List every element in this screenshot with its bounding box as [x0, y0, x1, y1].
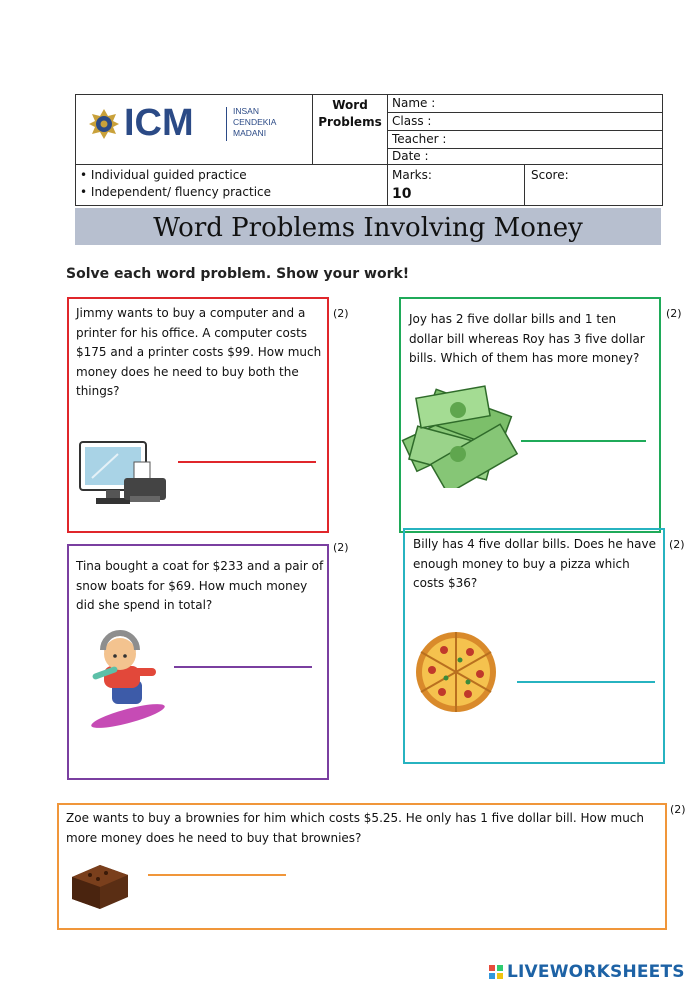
question-marks-5: (2)	[670, 803, 686, 816]
question-text-2: Joy has 2 five dollar bills and 1 ten dollar bill whereas Roy has 3 five dollar bills. Which of them has more money?	[409, 312, 645, 365]
name-field[interactable]: Name :	[388, 95, 663, 113]
page-title: Word Problems Involving Money	[153, 213, 583, 243]
question-marks-2: (2)	[666, 307, 682, 320]
question-text-5: Zoe wants to buy a brownies for him which costs $5.25. He only has 1 five dollar bill. How much more money does he need to buy that brownies?	[66, 811, 644, 845]
practice-item: • Individual guided practice	[80, 168, 247, 182]
subject-line-2: Problems	[318, 115, 382, 129]
answer-line-5[interactable]	[148, 874, 286, 876]
header-table	[75, 94, 663, 206]
question-text-4: Billy has 4 five dollar bills. Does he have enough money to buy a pizza which costs $36?	[413, 537, 656, 590]
computer-printer-icon	[78, 440, 174, 510]
question-marks-4: (2)	[669, 538, 685, 551]
logo-cell	[76, 95, 313, 165]
logo-divider	[226, 107, 227, 141]
logo-star-icon	[88, 108, 120, 140]
question-text-1: Jimmy wants to buy a computer and a printer for his office. A computer costs $175 and a printer costs $99. How much money does he need to buy both the things?	[76, 306, 322, 398]
question-marks-1: (2)	[333, 307, 349, 320]
subject-line-1: Word	[332, 98, 368, 112]
snowboarder-icon	[86, 630, 166, 730]
marks-value: 10	[392, 186, 412, 202]
answer-line-4[interactable]	[517, 681, 655, 683]
brownie-icon	[66, 855, 134, 913]
score-field[interactable]: Score:	[531, 168, 569, 182]
marks-label: Marks:	[392, 168, 432, 182]
teacher-field[interactable]: Teacher :	[388, 131, 663, 149]
answer-line-3[interactable]	[174, 666, 312, 668]
practice-cell	[76, 165, 388, 205]
money-bills-icon	[398, 382, 524, 488]
instruction-text: Solve each word problem. Show your work!	[66, 266, 410, 282]
logo-subtitle: INSAN CENDEKIA MADANI	[233, 106, 277, 138]
pizza-icon	[414, 630, 498, 714]
answer-line-2[interactable]	[521, 440, 646, 442]
logo-text: ICM	[124, 102, 194, 144]
liveworksheets-logo-icon	[489, 965, 503, 979]
footer-brand[interactable]: LIVEWORKSHEETS	[507, 962, 685, 982]
marks-cell	[388, 165, 525, 205]
practice-item: • Independent/ fluency practice	[80, 185, 272, 199]
subject-cell	[313, 95, 388, 165]
question-text-3: Tina bought a coat for $233 and a pair of snow boats for $69. How much money did she spend in total?	[76, 559, 324, 612]
question-marks-3: (2)	[333, 541, 349, 554]
date-field[interactable]: Date :	[388, 149, 663, 165]
answer-line-1[interactable]	[178, 461, 316, 463]
class-field[interactable]: Class :	[388, 113, 663, 131]
